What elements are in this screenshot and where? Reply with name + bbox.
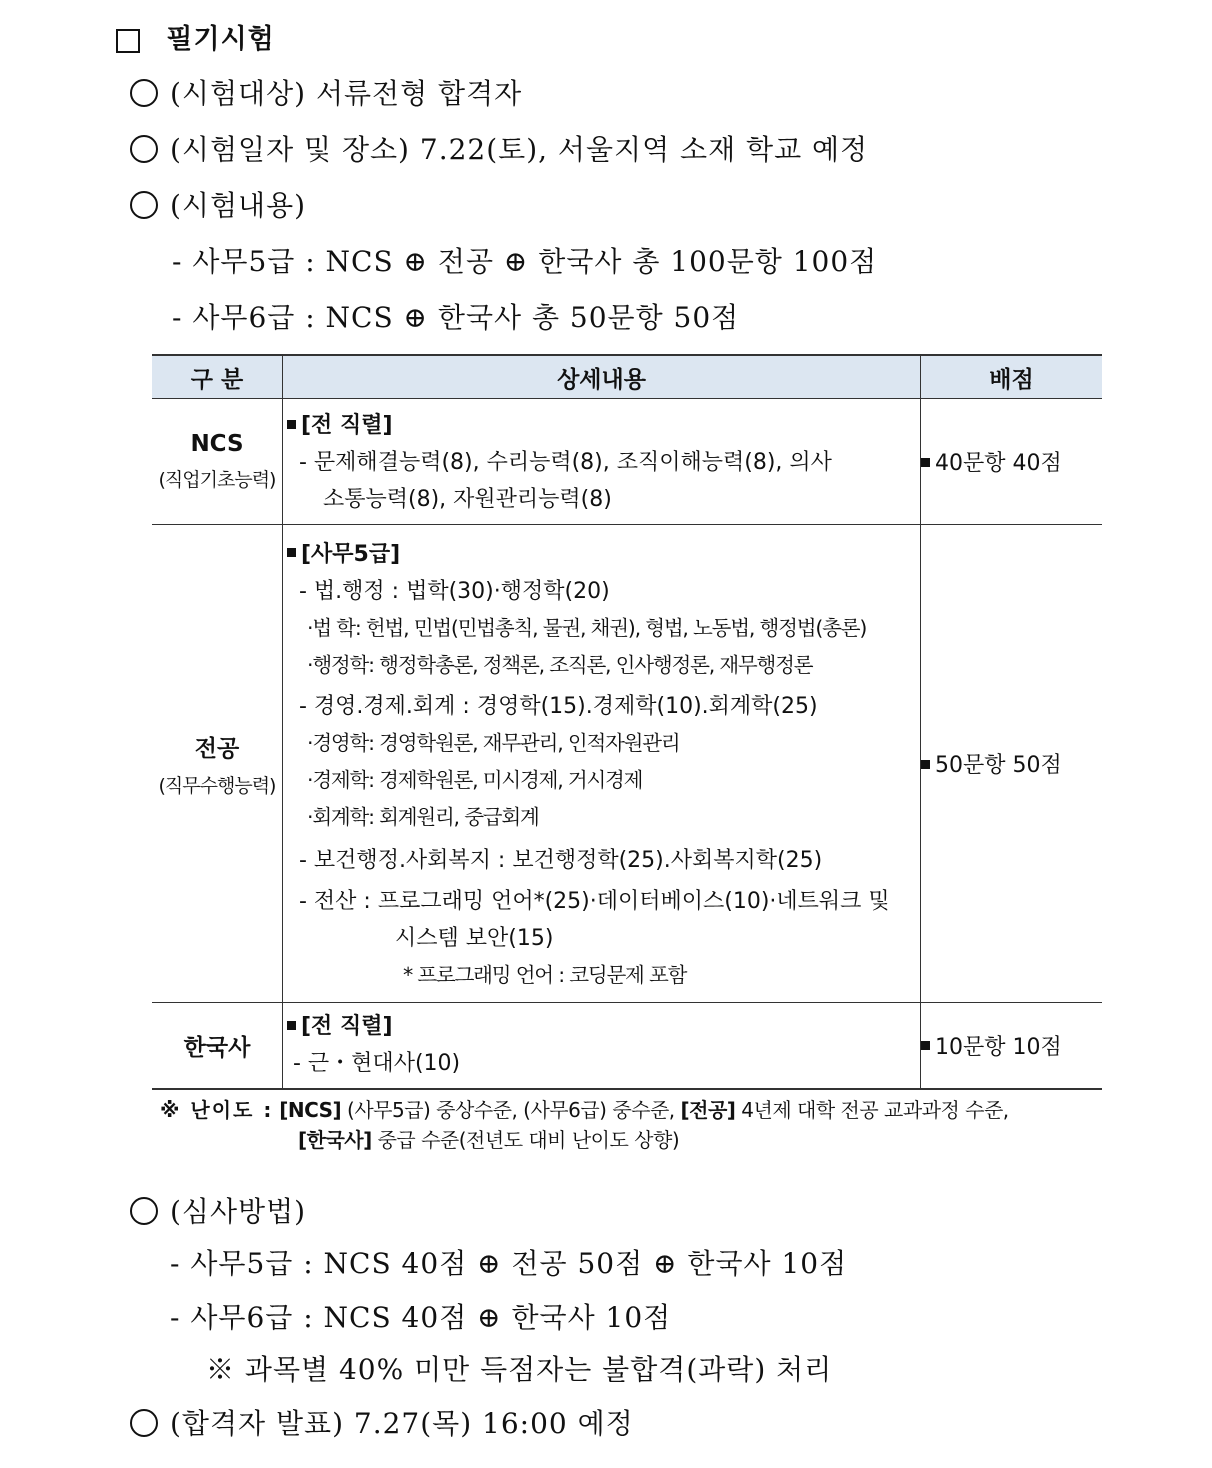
category-cell bbox=[152, 525, 283, 1003]
detail-line: - 근・현대사(10) bbox=[293, 1051, 461, 1077]
item-exam-content: (시험내용) bbox=[130, 184, 306, 224]
item-exam-date-place: (시험일자 및 장소) 7.22(토), 서울지역 소재 학교 예정 bbox=[130, 128, 868, 168]
header-category: 구 분 bbox=[152, 355, 283, 399]
category-name: 전공 bbox=[194, 735, 240, 762]
category-name: 한국사 bbox=[183, 1034, 251, 1061]
score-cell: 40문항 40점 bbox=[921, 399, 1103, 525]
detail-line: ·법 학: 헌법, 민법(민법총칙, 물권, 채권), 형법, 노동법, 행정법(총론) bbox=[307, 615, 867, 640]
section-title: 필기시험 bbox=[166, 24, 275, 55]
category-subtitle: (직무수행능력) bbox=[158, 774, 276, 797]
header-score: 배점 bbox=[921, 355, 1103, 399]
details-cell bbox=[283, 1003, 921, 1089]
category-name: NCS bbox=[190, 431, 244, 457]
content-line-grade5: - 사무5급 : NCS ⊕ 전공 ⊕ 한국사 총 100문항 100점 bbox=[172, 245, 878, 278]
difficulty-note-line2: [한국사] 중급 수준(전년도 대비 난이도 상향) bbox=[298, 1128, 680, 1152]
detail-line: - 전산 : 프로그래밍 언어*(25)·데이터베이스(10)·네트워크 및 bbox=[299, 888, 890, 914]
square-bullet-icon bbox=[921, 760, 930, 769]
detail-line: - 문제해결능력(8), 수리능력(8), 조직이해능력(8), 의사 bbox=[299, 450, 832, 475]
detail-line: - 경영.경제.회계 : 경영학(15).경제학(10).회계학(25) bbox=[299, 693, 818, 719]
detail-line: ·행정학: 행정학총론, 정책론, 조직론, 인사행정론, 재무행정론 bbox=[307, 652, 813, 677]
group-label: [사무5급] bbox=[287, 536, 916, 573]
category-cell bbox=[152, 399, 283, 525]
item-review-method: (심사방법) bbox=[130, 1190, 306, 1230]
exam-content-table bbox=[152, 354, 1102, 1090]
square-bullet-icon bbox=[921, 458, 930, 467]
table-row-major bbox=[152, 525, 1102, 1003]
score-cell: 50문항 50점 bbox=[921, 525, 1103, 1003]
category-cell bbox=[152, 1003, 283, 1089]
detail-line: - 법.행정 : 법학(30)·행정학(20) bbox=[299, 578, 610, 604]
square-bullet-icon bbox=[287, 420, 296, 429]
square-bullet-icon bbox=[287, 1021, 296, 1030]
square-bullet-icon bbox=[921, 1041, 930, 1050]
circle-bullet-icon bbox=[130, 1409, 158, 1437]
section-heading bbox=[116, 17, 275, 56]
circle-bullet-icon bbox=[130, 191, 158, 219]
details-cell bbox=[283, 399, 921, 525]
review-cutoff-note: ※ 과목별 40% 미만 득점자는 불합격(과락) 처리 bbox=[206, 1353, 833, 1386]
detail-line: ·경영학: 경영학원론, 재무관리, 인적자원관리 bbox=[307, 730, 680, 755]
details-cell bbox=[283, 525, 921, 1003]
circle-bullet-icon bbox=[130, 135, 158, 163]
detail-line: 시스템 보안(15) bbox=[395, 925, 554, 951]
detail-line: ·경제학: 경제학원론, 미시경제, 거시경제 bbox=[307, 767, 643, 792]
score-cell: 10문항 10점 bbox=[921, 1003, 1103, 1089]
checkbox-square-icon bbox=[116, 29, 140, 53]
header-details: 상세내용 bbox=[283, 355, 921, 399]
detail-line: 소통능력(8), 자원관리능력(8) bbox=[323, 487, 612, 512]
item-exam-target: (시험대상) 서류전형 합격자 bbox=[130, 72, 522, 112]
circle-bullet-icon bbox=[130, 79, 158, 107]
table-header-row bbox=[152, 355, 1102, 399]
group-label: [전 직렬] bbox=[287, 1008, 916, 1045]
group-label: [전 직렬] bbox=[287, 407, 916, 444]
table-row-korean-history bbox=[152, 1003, 1102, 1089]
square-bullet-icon bbox=[287, 548, 296, 557]
review-line-grade5: - 사무5급 : NCS 40점 ⊕ 전공 50점 ⊕ 한국사 10점 bbox=[170, 1247, 848, 1280]
circle-bullet-icon bbox=[130, 1197, 158, 1225]
review-line-grade6: - 사무6급 : NCS 40점 ⊕ 한국사 10점 bbox=[170, 1301, 672, 1334]
detail-line: - 보건행정.사회복지 : 보건행정학(25).사회복지학(25) bbox=[299, 847, 823, 873]
detail-line: ·회계학: 회계원리, 중급회계 bbox=[307, 804, 539, 829]
table-row-ncs bbox=[152, 399, 1102, 525]
content-line-grade6: - 사무6급 : NCS ⊕ 한국사 총 50문항 50점 bbox=[172, 301, 740, 334]
difficulty-note-line1: ※ 난이도 : [NCS] (사무5급) 중상수준, (사무6급) 중수준, [전공] 4년제 대학 전공 교과과정 수준, bbox=[160, 1098, 1009, 1122]
category-subtitle: (직업기초능력) bbox=[158, 469, 276, 491]
detail-line: * 프로그래밍 언어 : 코딩문제 포함 bbox=[403, 962, 687, 987]
item-announcement: (합격자 발표) 7.27(목) 16:00 예정 bbox=[130, 1402, 634, 1442]
